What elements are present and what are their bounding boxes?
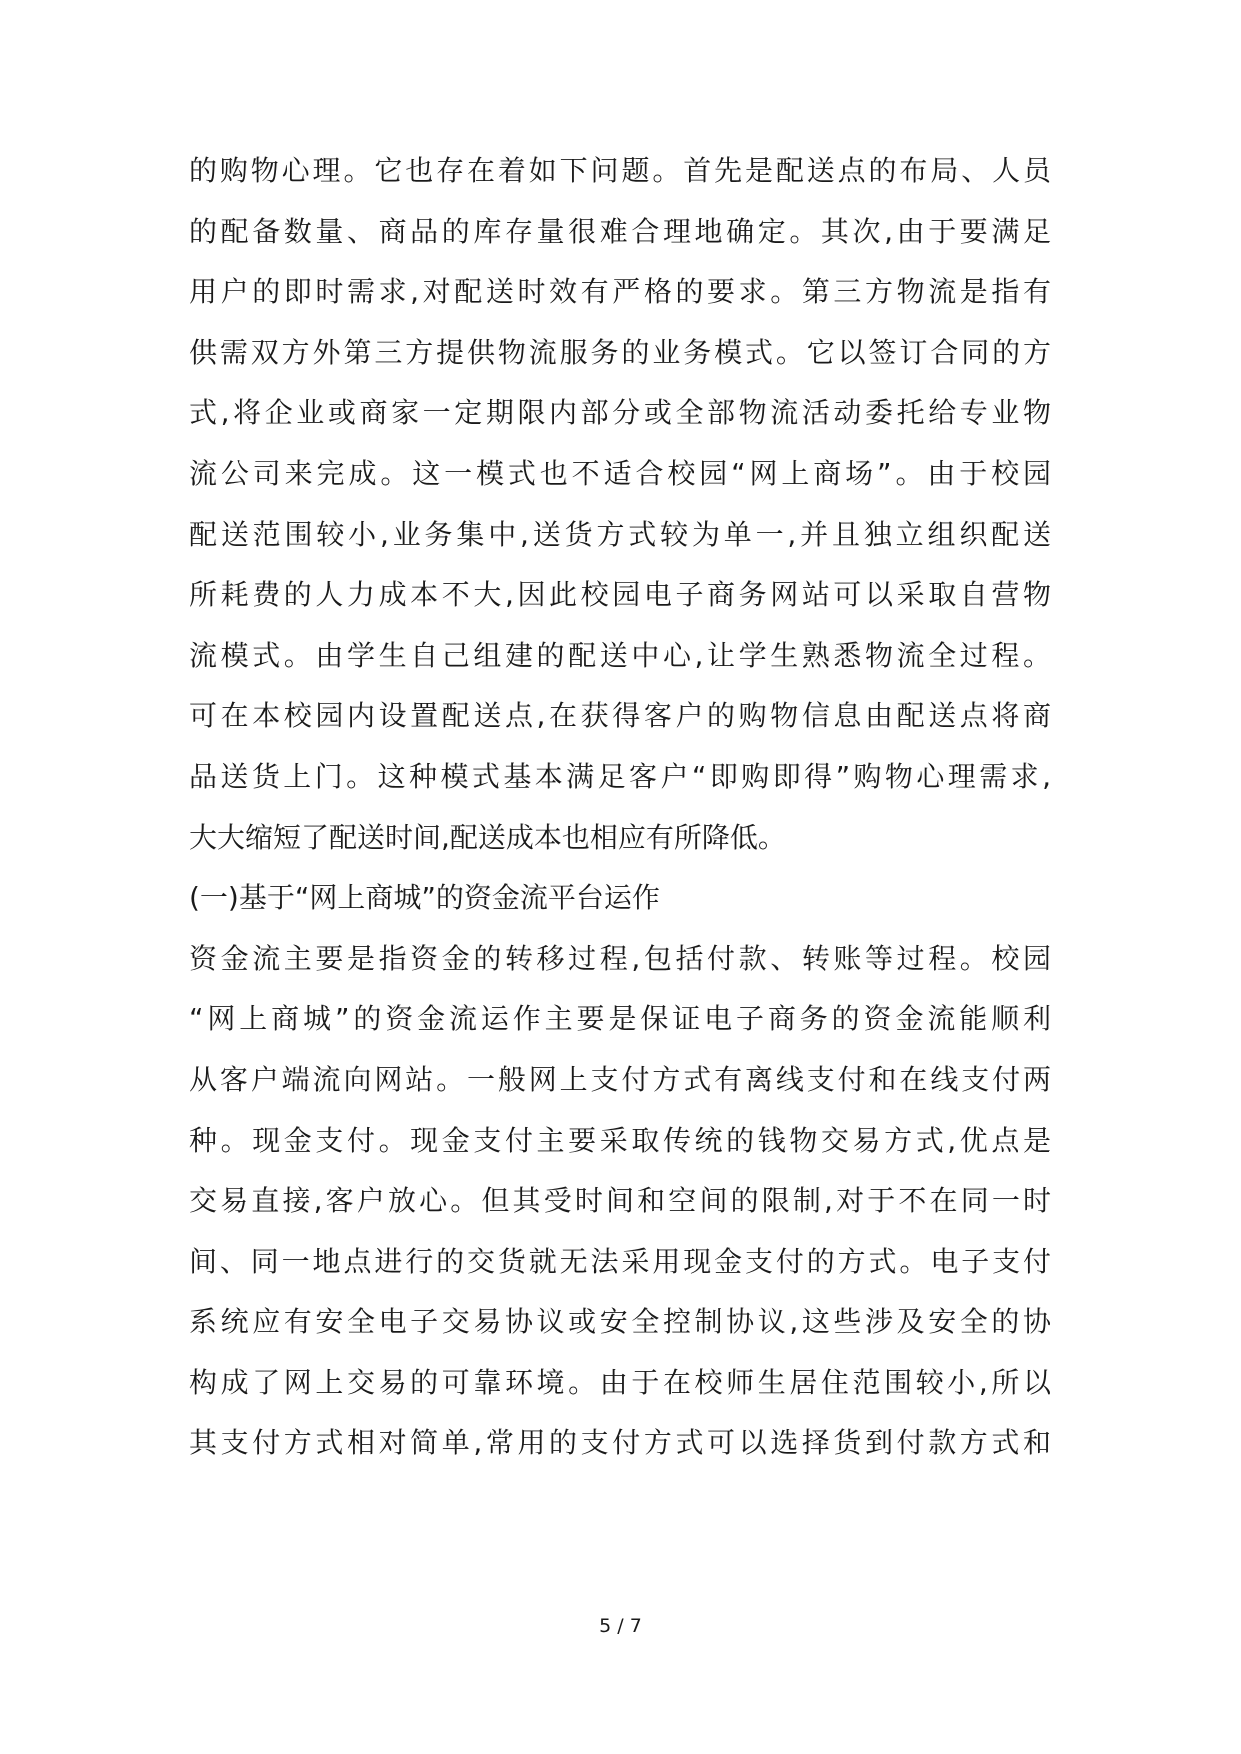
text-line: 供需双方外第三方提供物流服务的业务模式。它以签订合同的方 [189, 335, 1051, 369]
text-line: 式,将企业或商家一定期限内部分或全部物流活动委托给专业物 [189, 396, 1051, 430]
text-line: 种。现金支付。现金支付主要采取传统的钱物交易方式,优点是 [189, 1123, 1051, 1157]
text-line: 可在本校园内设置配送点,在获得客户的购物信息由配送点将商 [189, 699, 1051, 733]
text-line: 品送货上门。这种模式基本满足客户“即购即得”购物心理需求, [189, 759, 1051, 793]
text-line: 间、同一地点进行的交货就无法采用现金支付的方式。电子支付 [189, 1244, 1051, 1278]
text-line: 所耗费的人力成本不大,因此校园电子商务网站可以采取自营物 [189, 578, 1051, 612]
page-number: 5 / 7 [599, 1615, 642, 1637]
text-line: 大大缩短了配送时间,配送成本也相应有所降低。 [189, 820, 786, 854]
text-line: “网上商城”的资金流运作主要是保证电子商务的资金流能顺利 [189, 1002, 1051, 1036]
section-heading: (一)基于“网上商城”的资金流平台运作 [189, 881, 660, 915]
text-line: 系统应有安全电子交易协议或安全控制协议,这些涉及安全的协 [189, 1305, 1051, 1339]
text-line: 配送范围较小,业务集中,送货方式较为单一,并且独立组织配送 [189, 517, 1051, 551]
text-line: 流公司来完成。这一模式也不适合校园“网上商场”。由于校园 [189, 456, 1051, 490]
text-line: 构成了网上交易的可靠环境。由于在校师生居住范围较小,所以 [189, 1365, 1051, 1399]
text-line: 流模式。由学生自己组建的配送中心,让学生熟悉物流全过程。 [189, 638, 1051, 672]
text-line: 的配备数量、商品的库存量很难合理地确定。其次,由于要满足 [189, 214, 1051, 248]
text-line: 用户的即时需求,对配送时效有严格的要求。第三方物流是指有 [189, 275, 1051, 309]
text-line: 其支付方式相对简单,常用的支付方式可以选择货到付款方式和 [189, 1426, 1051, 1460]
body-text [189, 141, 1051, 1474]
text-line: 的购物心理。它也存在着如下问题。首先是配送点的布局、人员 [189, 154, 1051, 187]
text-line: 从客户端流向网站。一般网上支付方式有离线支付和在线支付两 [189, 1062, 1051, 1096]
text-line: 资金流主要是指资金的转移过程,包括付款、转账等过程。校园 [189, 941, 1051, 975]
text-line: 交易直接,客户放心。但其受时间和空间的限制,对于不在同一时 [189, 1184, 1051, 1218]
